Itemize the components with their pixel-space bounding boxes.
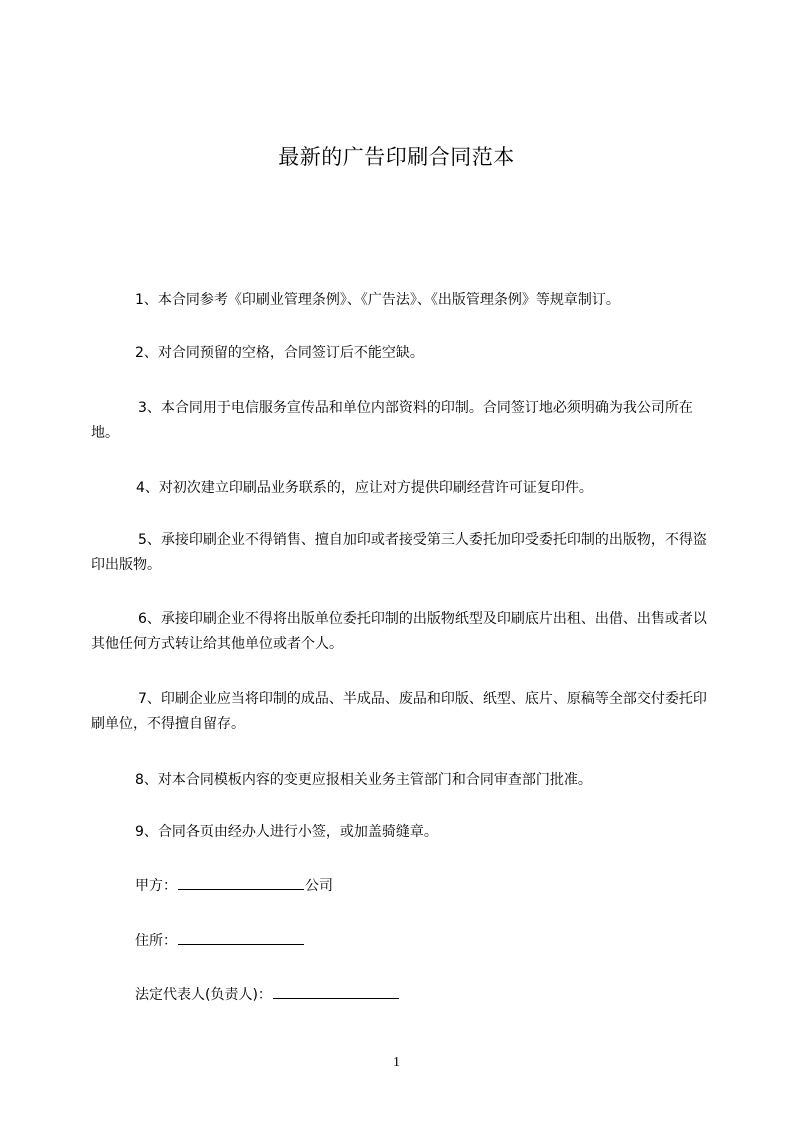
address-label: 住所：: [135, 933, 177, 949]
address-line: [135, 929, 305, 954]
legal-rep-label: 法定代表人(负责人)：: [135, 987, 272, 1003]
legal-rep-blank[interactable]: [273, 984, 399, 999]
party-a-blank[interactable]: [178, 875, 304, 890]
party-a-label: 甲方：: [135, 878, 177, 894]
clause-6: 6、承接印刷企业不得将出版单位委托印制的出版物纸型及印刷底片出租、出借、出售或者以其他任何方式转让给其他单位或者个人。: [91, 611, 707, 652]
clause-5: 5、承接印刷企业不得销售、擅自加印或者接受第三人委托加印受委托印制的出版物，不得盗印出版物。: [91, 532, 707, 573]
legal-rep-line: [135, 983, 400, 1008]
page-title: 最新的广告印刷合同范本: [278, 145, 515, 169]
page-number: 1: [393, 1055, 400, 1070]
party-a-line: [135, 874, 333, 899]
clause-2: 2、对合同预留的空格，合同签订后不能空缺。: [135, 345, 424, 361]
clause-9: 9、合同各页由经办人进行小签，或加盖骑缝章。: [135, 824, 438, 840]
clause-7: 7、印刷企业应当将印制的成品、半成品、废品和印版、纸型、底片、原稿等全部交付委托印刷单位，不得擅自留存。: [91, 691, 707, 732]
address-blank[interactable]: [178, 930, 304, 945]
clause-3: 3、本合同用于电信服务宣传品和单位内部资料的印制。合同签订地必须明确为我公司所在地。: [91, 400, 693, 441]
clause-8: 8、对本合同模板内容的变更应报相关业务主管部门和合同审查部门批准。: [135, 772, 592, 788]
party-a-suffix: 公司: [305, 878, 333, 894]
clause-1: 1、本合同参考《印刷业管理条例》、《广告法》、《出版管理条例》等规章制订。: [135, 292, 620, 308]
clause-4: 4、对初次建立印刷品业务联系的，应让对方提供印刷经营许可证复印件。: [136, 480, 593, 496]
